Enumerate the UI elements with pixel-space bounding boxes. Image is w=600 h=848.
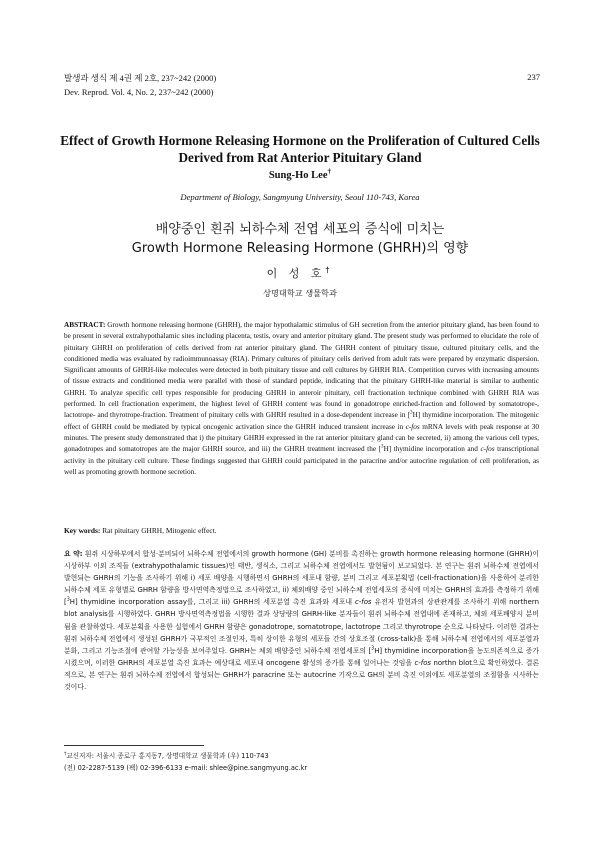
footnote-line-2: (전) 02-2287-5139 (팩) 02-396-6133 e-mail: shlee@pine.sangmyung.ac.kr: [64, 764, 308, 772]
article-title-english: Effect of Growth Hormone Releasing Hormone on the Proliferation of Cultured Cells Derived from Rat Anterior Pituitary Gland: [60, 133, 540, 165]
isotope-superscript: 3: [66, 598, 70, 604]
summary-text-1: 흰쥐 시상하부에서 합성·분비되어 뇌하수체 전엽에서의 growth hormone (GH) 분비를 촉진하는 growth hormone releasing hormone (GHRH)이 시상하부 이외 조직들 (extrahypothalamic tissues)인 태반, 생식소, 그리고 뇌하수체 전엽에서도 발현됨이 보고되었다. 본 연구는 흰쥐 뇌하수체 전엽에서 발현되는 GHRH의 기능을 조사하기 위해 i) 세포 배양을 시행하면서 GHRH의 세포내 함량, 분비 그리고 세포분획법 (cell-fractionation)을 사용하여 분리한 뇌하수체 세포 유형별로 GHRH 함량을 방사면역측정법으로 조사하였고, ii) 체외배양 중인 뇌하수체 전엽세포의 증식에 미치는 GHRH의 효과를 측정하기 위해 [: [64, 550, 539, 607]
gene-name: c-fos: [405, 422, 420, 431]
article-title-korean: [60, 220, 540, 258]
footnote-mark: †: [64, 751, 67, 757]
keywords: [64, 526, 539, 535]
isotope-superscript: 3: [410, 409, 413, 416]
isotope-superscript: 3: [381, 443, 384, 450]
journal-header-korean: 발생과 생식 제 4권 제 2호, 237~242 (2000): [64, 73, 217, 83]
corresponding-author-mark: †: [327, 166, 332, 176]
keywords-label: Key words:: [64, 526, 101, 535]
gene-name: c-fos: [414, 658, 432, 667]
affiliation-korean: 상명대학교 생물학과: [263, 288, 337, 298]
abstract-text-4: H] thymidine incorporation and: [383, 445, 481, 454]
abstract-text-5: transcriptional activity in the pituitary cell culture. These findings suggested that GHRH could participated in the paracrine and/or autocrine regulation of cell proliferation, as well as promoting growth hormone secretion.: [64, 445, 539, 476]
gene-name: c-fos: [355, 598, 372, 607]
affiliation-english: Department of Biology, Sangmyung University, Seoul 110-743, Korea: [180, 192, 420, 202]
summary-text-2: H] thymidine incorporation assay를, 그리고 iii) GHRH의 세포분열 촉진 효과와 세포내: [69, 598, 355, 607]
author-english: [0, 166, 600, 181]
gene-name: c-fos: [480, 445, 495, 454]
author-name-korean: 이 성 호: [266, 267, 326, 280]
abstract-english: [64, 320, 539, 478]
abstract-text-2: H] thymidine incorporation. The mitogenic effect of GHRH could be mediated by typical oncogenic activation since the GHRH induced transient increase in: [64, 411, 539, 431]
isotope-superscript: 3: [371, 646, 375, 652]
abstract-text-3: mRNA levels with peak response at 30 minutes. The present study demonstrated that i) the pituitary GHRH expressed in the rat anterior pituitary gland can be secreted, ii) among the various cell types, gonadotropes and somatotropes are the major GHRH source, and iii) the GHRH treatment increased the [: [64, 422, 539, 454]
author-name: Sung-Ho Lee: [268, 170, 328, 181]
summary-text-4: H] thymidine incorporation을 농도의존적으로 증가시켰으며, 이러한 GHRH의 세포분열 촉진 효과는 예상대로 세포내 oncogene 활성의 증가를 통해 일어나는 것임을: [64, 646, 540, 667]
summary-text-5: northn blot으로 확인하였다. 결론적으로, 본 연구는 흰쥐 뇌하수체 전엽에서 합성되는 GHRH가 paracrine 또는 autocrine 기작으로 GH의 분비 촉진 이외에도 세포분열의 조절함을 시사하는 것이다.: [64, 658, 540, 692]
abstract-text-1: Growth hormone releasing hormone (GHRH), the major hypothalamic stimulus of GH secretion from the anterior pituitary gland, has been found to be present in several extrahypothalamic sites including placenta, testis, ovary and anterior pituitary gland. The present study was performed to elucidate the role of pituitary GHRH on proliferation of cells derived from rat anterior pituitary gland. The GHRH content of pituitary tissue, cultured pituitary cells, and the conditioned media was evaluated by radioimmunoassay (RIA). Primary cultures of pituitary cells derived from adult rats were prepared by enzymatic dispersion. Significant amounts of GHRH-like molecules were detected in both pituitary tissue and cell cultures by GHRH RIA. Competition curves with increasing amounts of tissue extracts and conditioned media were parallel with those of standard peptide, indicating that the pituitary GHRH-like material is similar to authentic GHRH. To analyze specific cell types responsible for producing GHRH in anteroir pituitary, cell fractionation technique combined with GHRH RIA was performed. In cell fractionation experiment, the highest level of GHRH content was found in gonadotrope enriched-fraction and followed by somatotrope-, lactotrope- and thyrotrope-fraction. Treatment of pituitary cells with GHRH resulted in a dose-dependent increase in [: [64, 321, 539, 420]
page-number: 237: [527, 72, 540, 82]
title-korean-line-1: 배양중인 흰쥐 뇌하수체 전엽 세포의 증식에 미치는: [155, 222, 445, 237]
abstract-label: ABSTRACT:: [64, 321, 106, 329]
title-korean-line-2: Growth Hormone Releasing Hormone (GHRH)의 영향: [131, 241, 469, 256]
journal-header-english: Dev. Reprod. Vol. 4, No. 2, 237~242 (2000): [64, 87, 214, 97]
summary-text-3: 유전자 발현과의 상관관계를 조사하기 위해 northern blot analysis를 시행하였다. GHRH 방사면역측정법을 시행한 결과 상당량의 GHRH-like 분자들이 흰쥐 뇌하수체 전엽내에 존재하고, 체외 세포배양시 분비됨을 관찰하였다. 세포분획을 사용한 실험에서 GHRH 함량은 gonadotrope, somatotrope, lactotrope 그리고 thyrotrope 순으로 나타났다. 이러한 결과는 흰쥐 뇌하수체 전엽에서 생성된 GHRH가 국부적인 조절인자, 특히 상이한 유형의 세포들 간의 상호조절 (cross-talk)을 통해 뇌하수체 전엽에서의 세포분열과 분화, 그리고 기능조절에 관여할 가능성을 보여주었다. GHRH는 체외 배양중인 뇌하수체 전엽세포의 [: [64, 598, 539, 655]
footnote-divider: [64, 745, 204, 746]
abstract-korean: [64, 548, 539, 693]
corresponding-author-mark-korean: †: [325, 265, 334, 275]
summary-label: 요 약:: [64, 550, 83, 558]
footnote-address: 교신저자: 서울시 종로구 홍지동7, 상명대학교 생물학과 (우) 110-743: [66, 752, 269, 760]
footnote-line-1: [64, 751, 269, 762]
author-korean: [0, 265, 600, 281]
keywords-text: Rat pituitary GHRH, Mitogenic effect.: [102, 526, 217, 535]
